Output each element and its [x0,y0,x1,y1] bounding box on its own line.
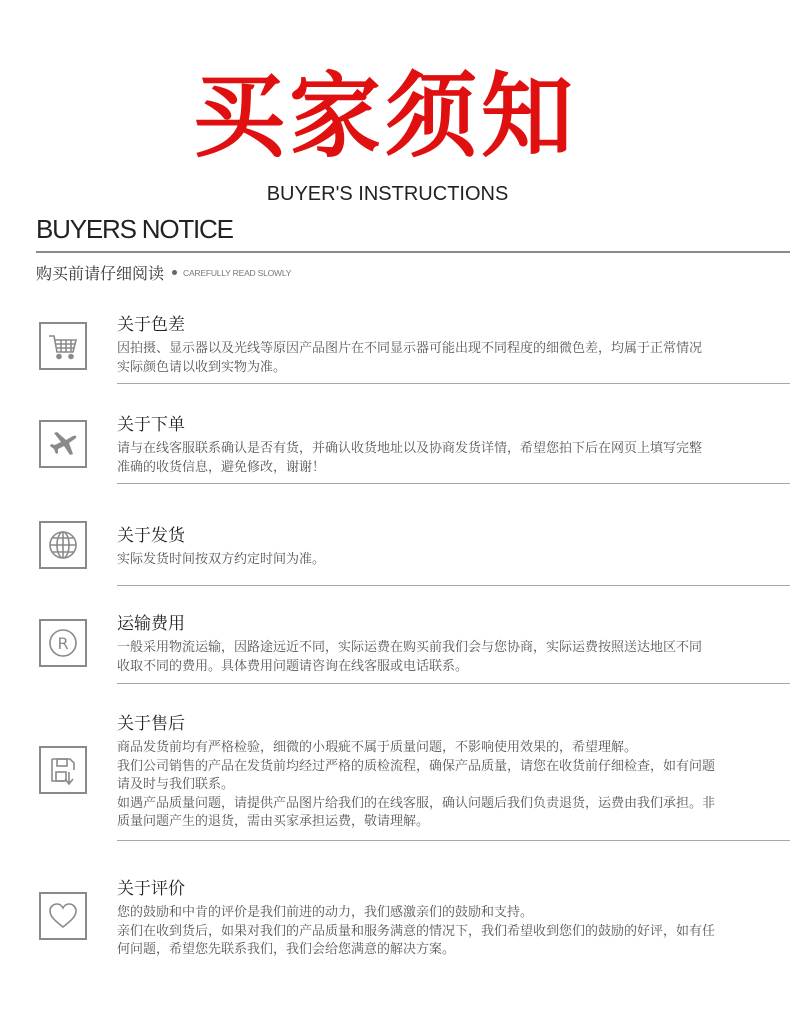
section-line: 实际发货时间按双方约定时间为准。 [117,552,326,567]
page-subtitle: BUYER'S INSTRUCTIONS [266,183,509,205]
section-title: 关于售后 [117,714,185,734]
section-line: 收取不同的费用。具体费用问题请咨询在线客服或电话联系。 [117,658,469,674]
section-title: 运输费用 [117,614,185,634]
section-line: 亲们在收到货后，如果对我们的产品质量和服务满意的情况下，我们希望收到您们的鼓励的好评，如有任 [117,923,716,939]
section-line: 因拍摄、显示器以及光线等原因产品图片在不同显示器可能出现不同程度的细微色差，均属于正常情况 [117,341,703,356]
divider [117,683,790,684]
section-body [117,340,767,377]
section-body [117,904,767,960]
section-body [117,739,767,832]
read-notice [36,261,291,284]
divider [117,383,790,384]
section-line: 商品发货前均有严格检验，细微的小瑕疵不属于质量问题，不影响使用效果的，希望理解。 [117,740,638,755]
registered-icon [39,619,87,667]
airplane-icon [39,420,87,468]
section-body [117,551,767,570]
section-line: 何问题，希望您先联系我们，我们会给您满意的解决方案。 [117,942,456,957]
section-line: 质量问题产生的退货，需由买家承担运费，敬请理解。 [117,814,430,829]
section-title: 关于发货 [117,526,185,546]
section-line: 准确的收货信息，避免修改，谢谢！ [117,459,326,475]
divider [117,585,790,586]
divider [36,251,790,253]
section-line: 请与在线客服联系确认是否有货，并确认收货地址以及协商发货详情，希望您拍下后在网页上填写完整 [117,441,703,456]
section-line: 如遇产品质量问题，请提供产品图片给我们的在线客服，确认问题后我们负责退货，运费由我们承担。非 [117,795,716,811]
section-line: 请及时与我们联系。 [117,777,235,792]
notice-heading: BUYERS NOTICE [36,214,233,244]
bullet-dot-icon [172,270,177,275]
svg-text:R: R [57,634,69,653]
section-line: 实际颜色请以收到实物为准。 [117,359,287,375]
section-body [117,639,767,676]
save-download-icon [39,746,87,794]
globe-icon [39,521,87,569]
section-line: 我们公司销售的产品在发货前均经过严格的质检流程，确保产品质量，请您在收货前仔细检查，如有问题 [117,758,716,774]
read-notice-cn: 购买前请仔细阅读 [36,264,165,283]
divider [117,840,790,841]
shopping-cart-icon [39,322,87,370]
divider [117,483,790,484]
heart-icon [39,892,87,940]
section-title: 关于色差 [117,315,185,335]
section-line: 一般采用物流运输，因路途远近不同，实际运费在购买前我们会与您协商，实际运费按照送达地区不同 [117,640,703,655]
read-notice-en: CAREFULLY READ SLOWLY [183,267,292,278]
page-title: 买家须知 [192,63,577,170]
section-line: 您的鼓励和中肯的评价是我们前进的动力，我们感激亲们的鼓励和支持。 [117,905,534,920]
section-body [117,440,767,477]
section-title: 关于评价 [117,879,185,899]
section-title: 关于下单 [117,415,185,435]
